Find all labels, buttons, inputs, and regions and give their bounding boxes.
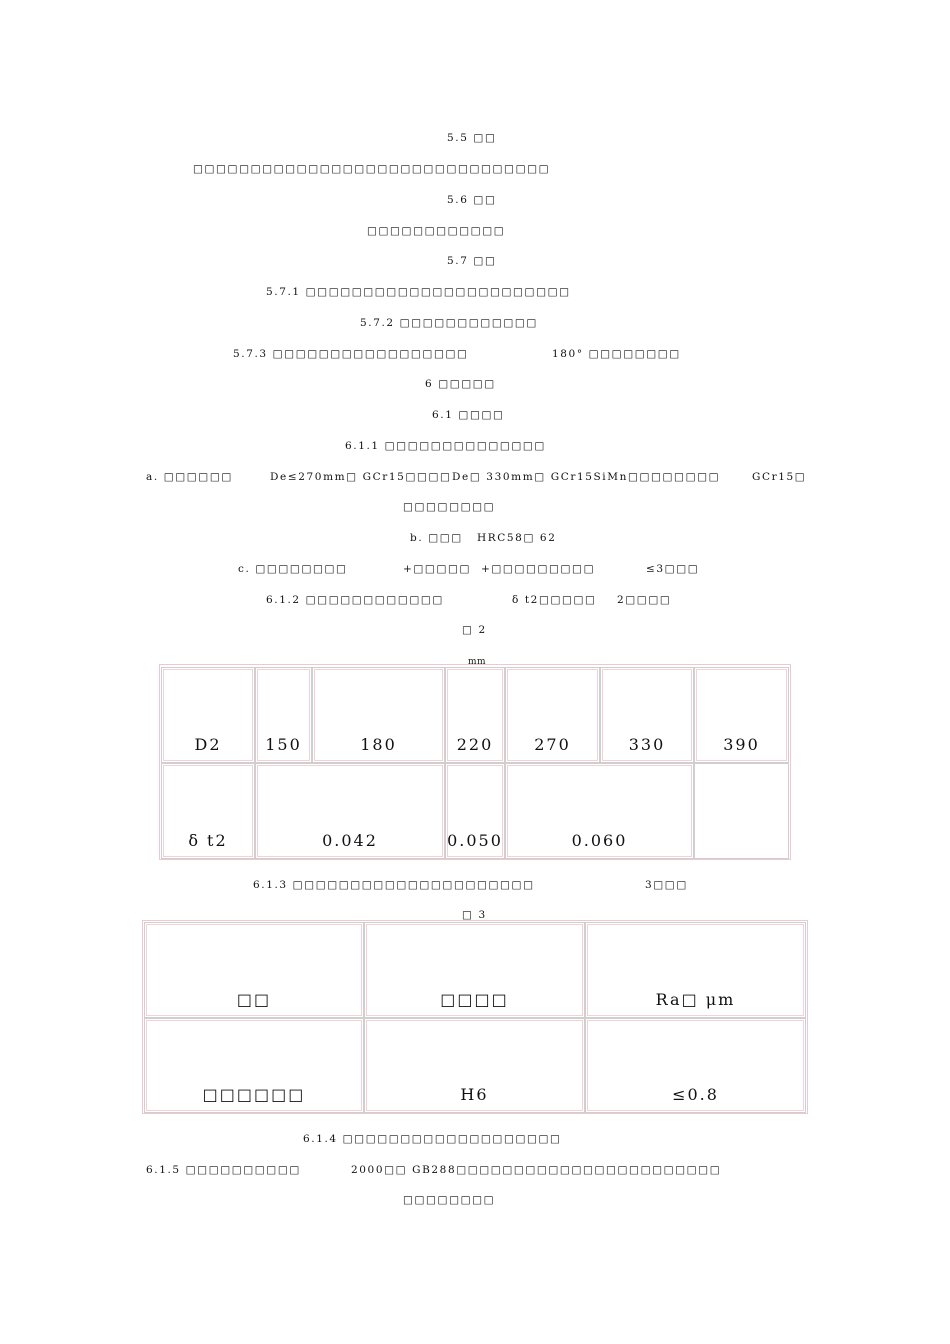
table-3-cell <box>585 1018 806 1113</box>
clause-6-1-2-part1: 6.1.2 □□□□□□□□□□□□ <box>266 594 444 606</box>
table-2-value: 150 <box>265 735 302 754</box>
item-a-continuation: □□□□□□□□ <box>403 501 496 513</box>
item-c-part1: c. □□□□□□□□ <box>238 563 348 575</box>
table-2-cell <box>694 667 789 763</box>
table-2-cell <box>161 763 255 859</box>
table-3-value: H6 <box>460 1085 489 1104</box>
table-2-value: 220 <box>456 735 494 754</box>
clause-5-7-2: 5.7.2 □□□□□□□□□□□□ <box>360 317 538 329</box>
clause-5-7-1: 5.7.1 □□□□□□□□□□□□□□□□□□□□□□□ <box>266 286 571 298</box>
item-b-part2: HRC58□ 62 <box>477 532 557 544</box>
item-c-part2: +□□□□□ <box>403 563 472 575</box>
table-2-cell <box>161 667 255 763</box>
table-2-cell <box>505 763 694 859</box>
clause-6-1-5-part1: 6.1.5 □□□□□□□□□□ <box>146 1164 301 1176</box>
heading-5-6: 5.6 □□ <box>447 194 497 206</box>
table-3-value: ≤0.8 <box>672 1085 719 1104</box>
table-3-caption: □ 3 <box>462 909 487 921</box>
table-2-value: δ t2 <box>188 831 228 850</box>
item-a-part4: GCr15□ <box>752 471 807 483</box>
table-2-cell <box>505 667 600 763</box>
table-2-value: 390 <box>723 735 760 754</box>
heading-6-1: 6.1 □□□□ <box>432 409 505 421</box>
item-a-part2: De≤270mm□ GCr15□□□□ <box>270 471 452 483</box>
clause-6-1-3-part2: 3□□□ <box>645 879 688 891</box>
clause-5-7-3-part2: 180° □□□□□□□□ <box>552 348 681 360</box>
table-2-cell <box>600 667 694 763</box>
table-3-value: □□□□ <box>440 990 509 1009</box>
table-3-cell <box>364 922 585 1018</box>
clause-5-7-3-part1: 5.7.3 □□□□□□□□□□□□□□□□□ <box>233 348 469 360</box>
heading-5-7: 5.7 □□ <box>447 255 497 267</box>
item-c-part3: +□□□□□□□□□ <box>481 563 596 575</box>
clause-6-1-2-part2: δ t2□□□□□ <box>512 594 597 606</box>
clause-6-1-3-part1: 6.1.3 □□□□□□□□□□□□□□□□□□□□□ <box>253 879 535 891</box>
clause-6-1-4: 6.1.4 □□□□□□□□□□□□□□□□□□□ <box>303 1133 562 1145</box>
paragraph-5-6: □□□□□□□□□□□□ <box>367 225 506 237</box>
table-2-value: 180 <box>360 735 397 754</box>
clause-6-1-2-part3: 2□□□□ <box>617 594 672 606</box>
table-3-value: □□□□□□ <box>202 1085 306 1104</box>
item-c-part4: ≤3□□□ <box>646 563 700 575</box>
heading-5-5: 5.5 □□ <box>447 132 497 144</box>
table-2-unit: mm <box>468 657 487 667</box>
clause-6-1-5-part2: 2000□□ GB288□□□□□□□□□□□□□□□□□□□□□□□ <box>351 1164 722 1176</box>
heading-6: 6 □□□□□ <box>425 378 496 390</box>
item-a-part1: a. □□□□□□ <box>146 471 233 483</box>
clause-6-1-1: 6.1.1 □□□□□□□□□□□□□□ <box>345 440 546 452</box>
table-3-cell <box>364 1018 585 1113</box>
item-b-part1: b. □□□ <box>410 532 463 544</box>
table-2-cell <box>694 763 789 859</box>
paragraph-5-5: □□□□□□□□□□□□□□□□□□□□□□□□□□□□□□□ <box>193 163 551 175</box>
table-2-caption: □ 2 <box>462 624 487 636</box>
table-3-value: □□ <box>236 990 272 1009</box>
table-2-value: D2 <box>194 735 222 754</box>
table-2-cell <box>445 667 505 763</box>
clause-6-1-5-continuation: □□□□□□□□ <box>403 1194 496 1206</box>
table-3-cell <box>144 922 364 1018</box>
table-2-cell <box>255 763 445 859</box>
table-2-value: 0.050 <box>447 831 503 850</box>
table-2-cell <box>312 667 445 763</box>
table-3-value: Ra□ μm <box>655 990 736 1009</box>
table-3-cell <box>144 1018 364 1113</box>
table-2-value: 0.042 <box>322 831 378 850</box>
table-2-value: 270 <box>534 735 571 754</box>
item-a-part3: De□ 330mm□ GCr15SiMn□□□□□□□□ <box>452 471 721 483</box>
table-2-cell <box>445 763 505 859</box>
table-2-cell <box>255 667 312 763</box>
table-2-value: 330 <box>628 735 666 754</box>
table-2-value: 0.060 <box>571 831 628 850</box>
table-3-cell <box>585 922 806 1018</box>
